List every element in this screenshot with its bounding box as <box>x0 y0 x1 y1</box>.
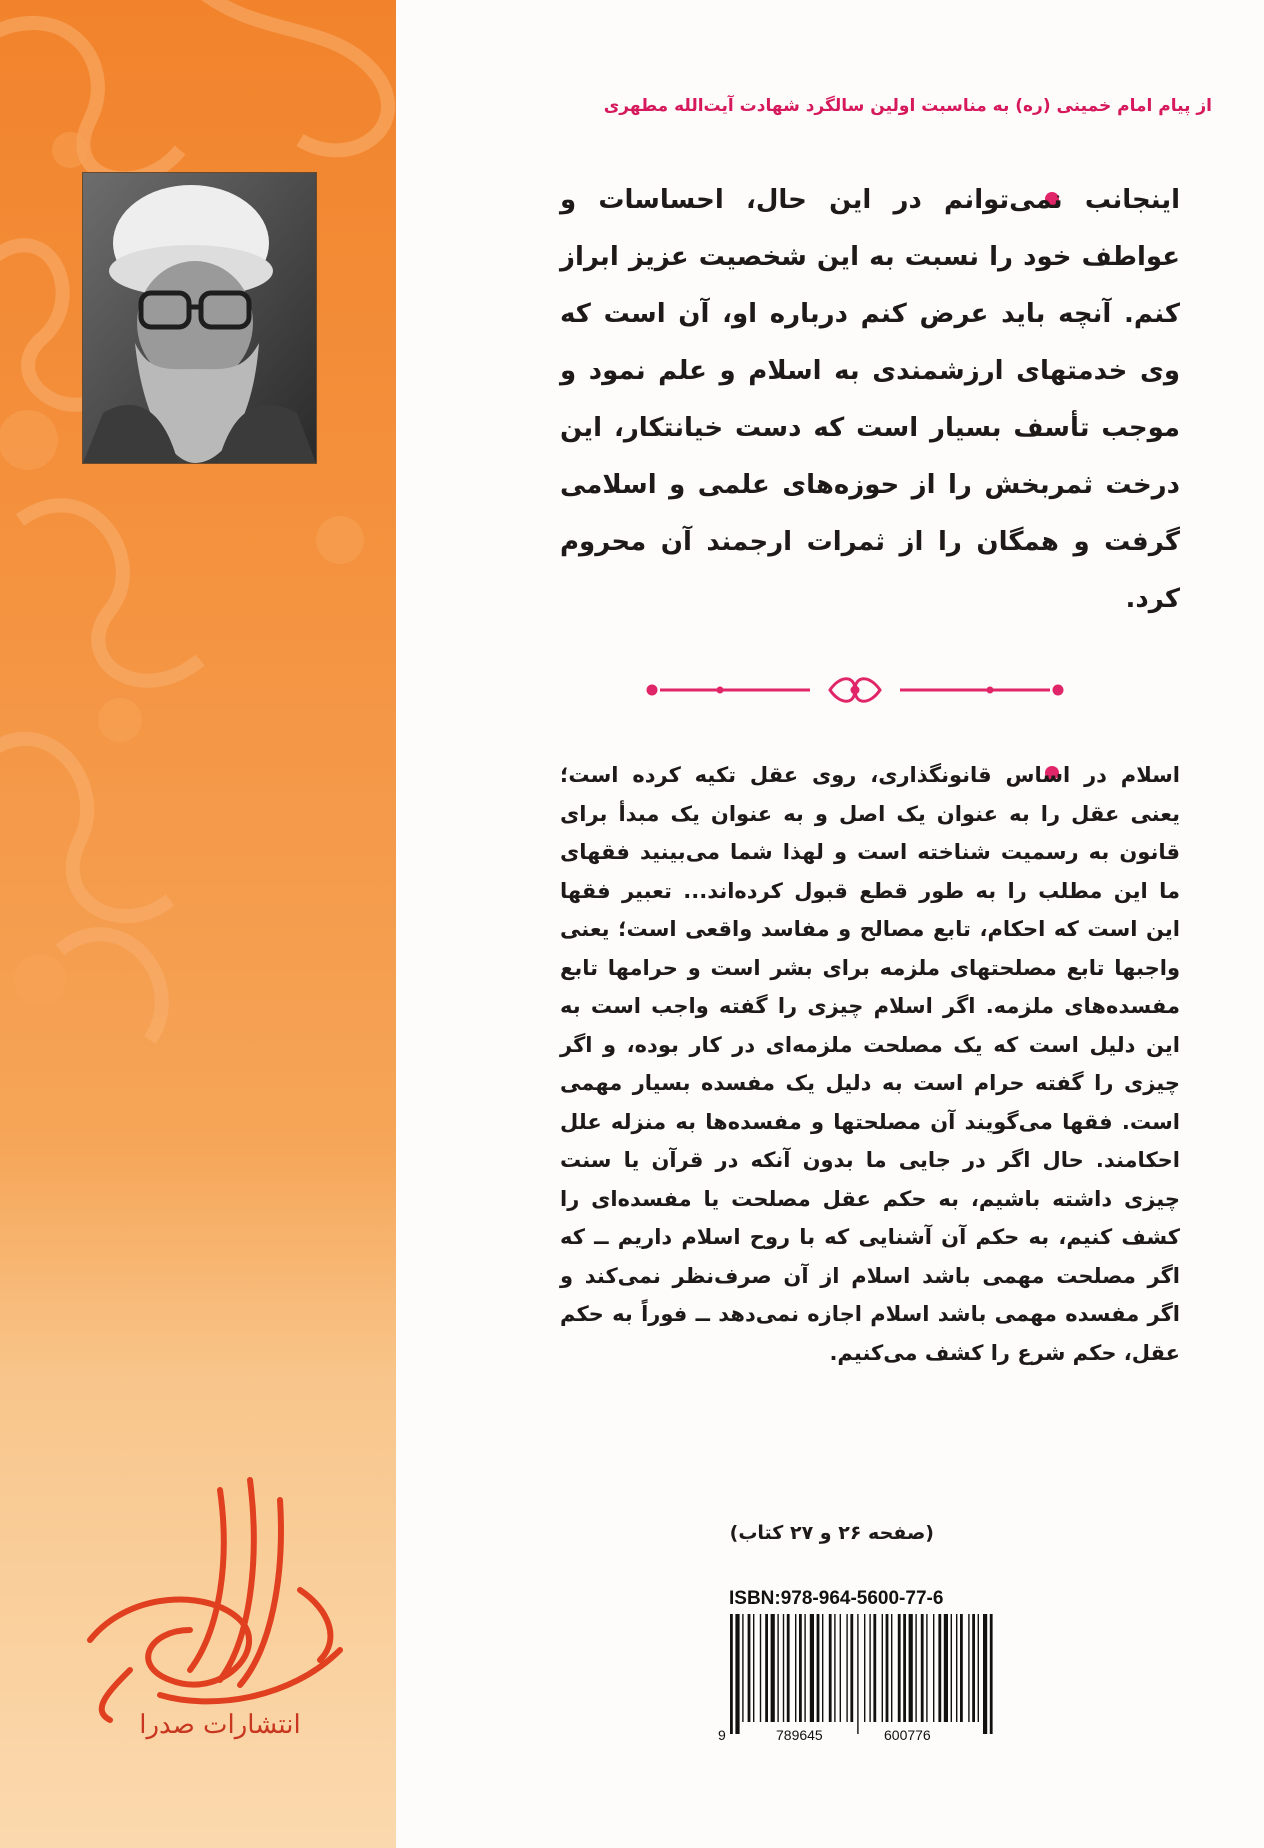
quote-source: از پیام امام خمینی (ره) به مناسبت اولین سالگرد شهادت آیت‌الله مطهری <box>603 96 1212 116</box>
barcode <box>716 1614 998 1744</box>
publisher-name: انتشارات صدرا <box>139 1710 301 1740</box>
barcode-bar <box>777 1614 778 1722</box>
barcode-bar <box>829 1614 832 1722</box>
barcode-bar <box>817 1614 820 1722</box>
barcode-bar <box>873 1614 876 1722</box>
barcode-bar <box>742 1614 743 1722</box>
barcode-bar <box>909 1614 913 1722</box>
barcode-bar <box>869 1614 870 1722</box>
barcode-bar <box>753 1614 754 1722</box>
barcode-bar <box>972 1614 975 1722</box>
barcode-bar <box>882 1614 883 1722</box>
barcode-bar <box>944 1614 948 1722</box>
barcode-bar <box>951 1614 952 1722</box>
isbn-label: ISBN:978-964-5600-77-6 <box>729 1588 944 1609</box>
barcode-bar <box>771 1614 775 1722</box>
barcode-bar <box>926 1614 927 1722</box>
barcode-right-digits: 600776 <box>884 1727 931 1743</box>
barcode-bar <box>765 1614 768 1722</box>
barcode-bar <box>795 1614 796 1722</box>
barcode-bar <box>960 1614 963 1722</box>
barcode-bar <box>938 1614 941 1722</box>
barcode-bar <box>846 1614 847 1722</box>
barcode-left-digits: 789645 <box>776 1727 823 1743</box>
barcode-bar <box>730 1614 733 1734</box>
motahhari-excerpt: اسلام در اساس قانونگذاری، روی عقل تکیه کرده است؛ یعنی عقل را به عنوان یک اصل و به عنوان یک مبدأ برای قانون به رسمیت شناخته است و لهذا شما می‌بینید فقهای ما این مطلب را به طور قطع قبول کرده‌اند... تعبیر فقها این است که احکام، تابع مصالح و مفاسد واقعی است؛ یعنی واجبها تابع مصلحتهای ملزمه برای بشر است و حرامها تابع مفسده‌های ملزمه. اگر اسلام چیزی را گفته واجب است به این دلیل است که یک مصلحت ملزمه‌ای در کار بوده، و اگر چیزی را گفته حرام است به دلیل یک مفسده بسیار مهمی است. فقها می‌گویند آن مصلحتها و مفسده‌ها به منزله علل احکامند. حال اگر در جایی ما بدون آنکه در قرآن یا سنت چیزی داشته باشیم، به حکم عقل مصلحت یا مفسده‌ای را کشف کنیم، به حکم آن آشنایی که با روح اسلام داریم ــ که اگر مصلحت مهمی باشد اسلام از آن صرف‌نظر نمی‌کند و اگر مفسده مهمی باشد اسلام اجازه نمی‌دهد ــ فوراً به حکم عقل، حکم شرع را کشف می‌کنیم. <box>560 763 1180 1365</box>
arabesque-pattern <box>0 0 396 1048</box>
barcode-bar <box>983 1614 987 1734</box>
khomeini-quote: اینجانب نمی‌توانم در این حال، احساسات و عواطف خود را نسبت به این شخصیت عزیز ابراز کنم. آنچه باید عرض کنم درباره او، آن است که وی خدمتهای ارزشمندی به اسلام و علم نمود و موجب تأسف بسیار است که دست خیانتکار، این درخت ثمربخش را از حوزه‌های علمی و اسلامی گرفت و همگان را از ثمرات ارجمند آن محروم کرد. <box>560 185 1180 614</box>
barcode-bar <box>787 1614 790 1722</box>
barcode-bar <box>810 1614 814 1722</box>
barcode-bar <box>735 1614 739 1734</box>
barcode-bar <box>978 1614 979 1722</box>
barcode-bar <box>933 1614 934 1722</box>
publisher-logo <box>70 1470 370 1740</box>
ornament-divider <box>640 675 1070 705</box>
barcode-bar <box>857 1614 858 1734</box>
barcode-bar <box>886 1614 889 1722</box>
barcode-bar <box>760 1614 761 1722</box>
author-portrait <box>82 172 317 464</box>
barcode-bar <box>898 1614 901 1722</box>
barcode-bar <box>748 1614 751 1722</box>
portrait-illustration <box>83 173 316 463</box>
barcode-bar <box>903 1614 906 1722</box>
barcode-bar <box>783 1614 784 1722</box>
barcode-bar <box>915 1614 916 1722</box>
barcode-bar <box>990 1614 993 1734</box>
barcode-bar <box>956 1614 957 1722</box>
barcode-bar <box>822 1614 823 1722</box>
barcode-first-digit: 9 <box>718 1727 726 1743</box>
barcode-bar <box>864 1614 865 1722</box>
barcode-bar <box>834 1614 835 1722</box>
barcode-bar <box>850 1614 853 1722</box>
page-citation: (صفحه ۲۶ و ۲۷ کتاب) <box>729 1522 934 1544</box>
cover-sidebar <box>0 0 396 1848</box>
barcode-bar <box>799 1614 802 1722</box>
barcode-bar <box>804 1614 805 1722</box>
barcode-bar <box>840 1614 841 1722</box>
barcode-bar <box>891 1614 892 1722</box>
barcode-bar <box>921 1614 924 1722</box>
barcode-bar <box>968 1614 969 1722</box>
